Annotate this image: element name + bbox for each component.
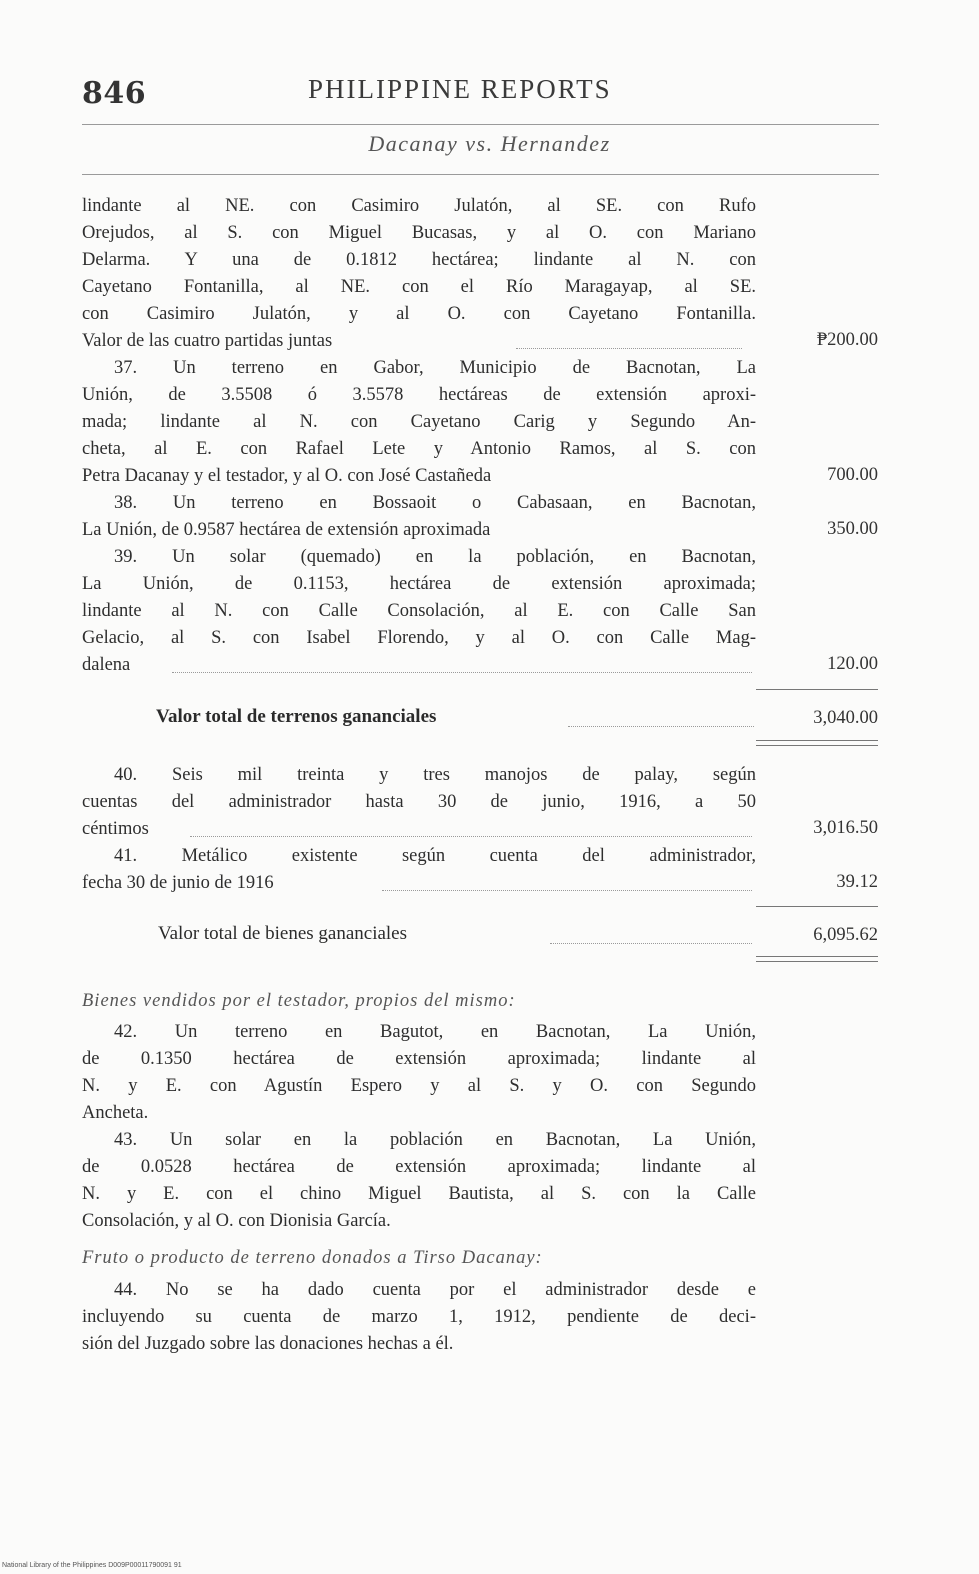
double-rule <box>756 745 878 746</box>
amount-value: ₱200.00 <box>816 330 878 350</box>
section-subheading: Fruto o producto de terreno donados a Tirso Dacanay: <box>82 1248 543 1268</box>
leader-dots <box>568 706 754 727</box>
text-line: 43. Un solar en la población en Bacnotan, La Unión, <box>114 1130 756 1150</box>
leader-dots <box>550 923 752 944</box>
text-line: Delarma. Y una de 0.1812 hectárea; lindante al N. con <box>82 250 756 270</box>
double-rule <box>756 740 878 741</box>
text-line: Gelacio, al S. con Isabel Florendo, y al O. con Calle Mag- <box>82 628 756 648</box>
text-line: dalena <box>82 655 131 675</box>
text-line: de 0.1350 hectárea de extensión aproximada; lindante al <box>82 1049 756 1069</box>
text-line: Valor de las cuatro partidas juntas <box>82 331 333 351</box>
leader-dots <box>382 870 752 891</box>
text-line: 40. Seis mil treinta y tres manojos de palay, según <box>114 765 756 785</box>
text-line: céntimos <box>82 819 149 839</box>
text-line: Orejudos, al S. con Miguel Bucasas, y al O. con Mariano <box>82 223 756 243</box>
section-subheading: Bienes vendidos por el testador, propios del mismo: <box>82 991 516 1011</box>
leader-dots <box>516 328 742 349</box>
text-line: 42. Un terreno en Bagutot, en Bacnotan, La Unión, <box>114 1022 756 1042</box>
total-amount: 6,095.62 <box>813 925 878 945</box>
text-line: La Unión, de 0.1153, hectárea de extensión aproximada; <box>82 574 756 594</box>
scan-footer: National Library of the Philippines D009P00011790091 91 <box>2 1562 182 1569</box>
double-rule <box>756 956 878 957</box>
text-line: La Unión, de 0.9587 hectárea de extensión aproximada <box>82 520 491 540</box>
text-line: 37. Un terreno en Gabor, Municipio de Bacnotan, La <box>114 358 756 378</box>
leader-dots <box>190 816 752 837</box>
text-line: incluyendo su cuenta de marzo 1, 1912, pendiente de deci- <box>82 1307 756 1327</box>
amount-value: 350.00 <box>827 519 878 539</box>
case-title: Dacanay vs. Hernandez <box>368 131 611 156</box>
page-number: 846 <box>82 76 147 111</box>
text-line: lindante al NE. con Casimiro Julatón, al SE. con Rufo <box>82 196 756 216</box>
text-line: N. y E. con el chino Miguel Bautista, al S. con la Calle <box>82 1184 756 1204</box>
text-line: sión del Juzgado sobre las donaciones hechas a él. <box>82 1334 454 1354</box>
publication-title: PHILIPPINE REPORTS <box>308 74 612 104</box>
text-line: 44. No se ha dado cuenta por el administrador desde e <box>114 1280 756 1300</box>
total-label: Valor total de terrenos gananciales <box>156 706 437 727</box>
sum-rule <box>756 906 878 907</box>
text-line: lindante al N. con Calle Consolación, al E. con Calle San <box>82 601 756 621</box>
header-rule-top <box>82 124 879 125</box>
amount-value: 3,016.50 <box>813 818 878 838</box>
text-line: 39. Un solar (quemado) en la población, en Bacnotan, <box>114 547 756 567</box>
text-line: Consolación, y al O. con Dionisia García. <box>82 1211 391 1231</box>
text-line: Cayetano Fontanilla, al NE. con el Río Maragayap, al SE. <box>82 277 756 297</box>
text-line: con Casimiro Julatón, y al O. con Cayetano Fontanilla. <box>82 304 756 324</box>
text-line: 38. Un terreno en Bossaoit o Cabasaan, en Bacnotan, <box>114 493 756 513</box>
amount-value: 120.00 <box>827 654 878 674</box>
leader-dots <box>172 652 752 673</box>
text-line: cheta, al E. con Rafael Lete y Antonio Ramos, al S. con <box>82 439 756 459</box>
text-line: Petra Dacanay y el testador, y al O. con José Castañeda <box>82 466 492 486</box>
text-line: cuentas del administrador hasta 30 de junio, 1916, a 50 <box>82 792 756 812</box>
sum-rule <box>756 689 878 690</box>
text-line: Ancheta. <box>82 1103 149 1123</box>
text-line: fecha 30 de junio de 1916 <box>82 873 274 893</box>
amount-value: 700.00 <box>827 465 878 485</box>
text-line: 41. Metálico existente según cuenta del administrador, <box>114 846 756 866</box>
amount-value: 39.12 <box>836 872 878 892</box>
text-line: N. y E. con Agustín Espero y al S. y O. con Segundo <box>82 1076 756 1096</box>
text-line: Unión, de 3.5508 ó 3.5578 hectáreas de extensión aproxi- <box>82 385 756 405</box>
double-rule <box>756 961 878 962</box>
total-label: Valor total de bienes gananciales <box>158 923 408 944</box>
header-rule-bottom <box>82 174 879 175</box>
text-line: de 0.0528 hectárea de extensión aproximada; lindante al <box>82 1157 756 1177</box>
total-amount: 3,040.00 <box>813 708 878 728</box>
text-line: mada; lindante al N. con Cayetano Carig y Segundo An- <box>82 412 756 432</box>
